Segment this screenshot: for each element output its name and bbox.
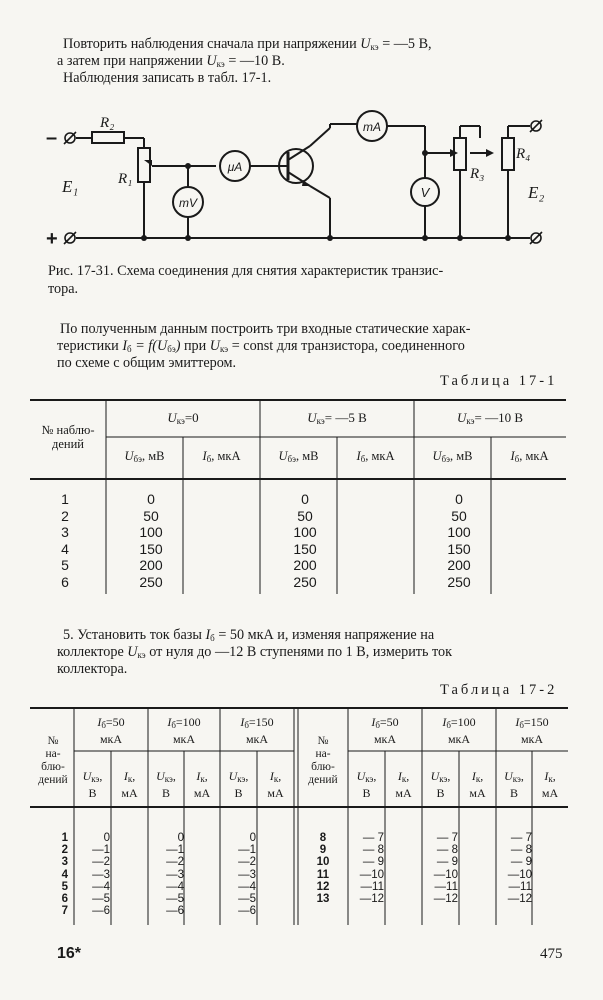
t2-si-unit: мА: [193, 786, 211, 800]
table2-col-no-right: [300, 735, 346, 787]
t2-sik: к: [127, 774, 133, 784]
label-e1: E₁: [62, 177, 79, 196]
table1-sub-u-2: [414, 449, 491, 464]
table2-sub-i: [111, 769, 148, 800]
table2-sub-u: [220, 769, 257, 800]
para2-line-1: По полученным данным построить три входные статические харак-: [60, 321, 471, 337]
resistor-r2: [92, 132, 124, 143]
table2-cell-u: —1: [92, 844, 110, 857]
t2-gi: I: [240, 715, 245, 729]
figure-caption: [48, 262, 568, 298]
t1-su-unit: , мВ: [295, 449, 319, 463]
label-r3: R₃: [470, 166, 485, 182]
t2-sk: кэ: [365, 774, 374, 784]
table2-row-number: 9: [319, 844, 327, 857]
polarity-minus: –: [46, 127, 58, 149]
table1-group-1-u: U: [307, 410, 317, 425]
t2-su-unit: В: [509, 786, 518, 800]
table2-col-no-line: №: [317, 735, 329, 747]
table1-cell-u: 50: [451, 507, 467, 524]
table2-row-number: 7: [61, 905, 68, 918]
table1-group-1-val: = —5 В: [324, 410, 367, 425]
para2-ke-sub: кэ: [220, 344, 229, 354]
table2-cell-u: —2: [92, 856, 110, 869]
table2-cell-u: — 7: [362, 832, 384, 844]
table2-group-left-2: [220, 715, 294, 746]
circuit-diagram: [40, 108, 560, 258]
table2-group-right-2: [496, 715, 568, 746]
t2-su-top: $U_{кэ}$,: [430, 769, 451, 784]
para2: [60, 321, 570, 338]
table2-cell-u: —2: [238, 856, 256, 869]
wire-collector-up: [310, 128, 330, 146]
r4-wiper-arrow: [486, 149, 494, 157]
t2-si: I: [269, 769, 274, 783]
table2-cell-u: —3: [92, 868, 110, 881]
t1-si-i: I: [510, 449, 515, 463]
table2-row-number: 10: [316, 856, 330, 869]
t2-sk: кэ: [237, 774, 246, 784]
table1-cell-u: 200: [293, 557, 317, 573]
para3-line-1a: 5. Установить ток базы: [63, 627, 202, 643]
table1-row-number: 5: [61, 557, 69, 573]
table2-sub-i: [257, 769, 294, 800]
t2-group-top: [74, 715, 148, 732]
t2-sik: к: [548, 774, 553, 784]
table2-cell-u: —12: [507, 893, 532, 905]
table1-sub-i-0: [183, 449, 260, 464]
t2-gunit: мкА: [520, 732, 544, 746]
table2-cell-u: —10: [433, 868, 458, 881]
table2-cell-u: —2: [166, 856, 184, 869]
t2-su-top: $U_{кэ}$,: [356, 769, 377, 784]
t2-gunit: мкА: [172, 732, 196, 746]
table2: [30, 707, 568, 925]
label-r1: R₁: [118, 171, 133, 187]
t2-su: U: [504, 769, 513, 783]
intro-u-symbol-2: U: [206, 53, 217, 69]
intro-ke-sub: кэ: [370, 42, 379, 52]
table2-group-right-1: [422, 715, 496, 746]
table1-group-1-sub: кэ: [316, 416, 325, 426]
table2-sub-i: [532, 769, 568, 800]
para2-line-3: по схеме с общим эмиттером.: [57, 355, 237, 371]
table2-sub-u: [496, 769, 532, 800]
t2-gunit: мкА: [373, 732, 397, 746]
intro-line-1-text: Повторить наблюдения сначала при напряжении: [63, 36, 357, 52]
t2-si-unit: мА: [121, 786, 138, 800]
wire-emitter-down: [310, 186, 330, 198]
t2-gi: I: [167, 715, 172, 729]
t1-si-unit: , мкА: [519, 449, 549, 463]
t2-gunit: мкА: [99, 732, 123, 746]
t2-sk: кэ: [512, 774, 521, 784]
t2-si-top: $I_к$,: [471, 769, 484, 784]
table1-cell-u: 250: [293, 573, 317, 590]
t2-group-top: [348, 715, 422, 732]
t2-su-unit: В: [234, 786, 243, 800]
t1-si-sub: б: [514, 454, 520, 464]
table2-sub-u: [74, 769, 111, 800]
table2-sub-u: [422, 769, 459, 800]
t2-gb: б: [519, 720, 524, 730]
table1-cell-u: 0: [147, 491, 155, 507]
table1-cell-u: 200: [139, 557, 163, 573]
t2-gunit: мкА: [447, 732, 471, 746]
table2-row-number: 5: [61, 880, 68, 893]
table1-sub-i-2: [491, 449, 568, 464]
t1-su-u: U: [278, 449, 288, 463]
table1-cell-u: 100: [139, 524, 163, 540]
t2-si: I: [196, 769, 201, 783]
t2-group-top: [220, 715, 294, 732]
t2-si-top: $I_к$,: [123, 769, 136, 784]
para3-line-2a: коллекторе: [57, 644, 124, 660]
table2-group-left-1: [148, 715, 220, 746]
meter-ma-label: mA: [363, 120, 381, 134]
t2-gtop: =100: [175, 715, 201, 729]
t2-su-top: $U_{кэ}$,: [228, 769, 249, 784]
table2-cell-u: —3: [238, 868, 256, 881]
table2-cell-u: —6: [92, 905, 110, 918]
t1-su-u: U: [124, 449, 134, 463]
table2-row-number: 13: [316, 893, 330, 905]
table2-row-number: 6: [61, 893, 68, 905]
t2-gi: I: [515, 715, 520, 729]
resistor-r4: [502, 138, 514, 170]
table1-cell-u: 150: [139, 540, 163, 557]
t1-su-sub: бэ: [287, 454, 296, 464]
t2-su-unit: В: [362, 786, 371, 800]
table1-cell-u: 0: [455, 491, 463, 507]
t2-sk: кэ: [164, 774, 173, 784]
table1-row-number: 6: [61, 573, 69, 590]
t2-si-unit: мА: [541, 786, 559, 800]
table2-cell-u: — 7: [510, 832, 532, 844]
table1-group-0: [106, 410, 260, 426]
table2-cell-u: — 9: [436, 856, 458, 869]
t2-si-unit: мА: [267, 786, 284, 800]
table1-col-no-text: № наблю-дений: [41, 423, 95, 451]
t2-su: U: [228, 769, 238, 783]
t2-si: I: [544, 769, 549, 783]
t2-si-top: $I_к$,: [196, 769, 208, 784]
t2-si-top: $I_к$,: [269, 769, 282, 784]
table2-cell-u: — 9: [362, 856, 384, 869]
table2-row-number: 11: [316, 868, 330, 881]
table1-cell-u: 100: [293, 524, 317, 540]
t2-gb: б: [171, 720, 176, 730]
table2-cell-u: —3: [166, 868, 184, 881]
para2-i-symbol: I: [122, 338, 128, 354]
t2-su-top: $U_{кэ}$,: [504, 769, 524, 784]
table1-row-number: 1: [61, 491, 69, 507]
table2-cell-u: 0: [249, 832, 256, 844]
table1-sub-u-1: [260, 449, 337, 464]
figure-caption-line-2: тора.: [48, 281, 79, 297]
t1-si-sub: б: [206, 454, 212, 464]
table2-cell-u: —4: [166, 880, 184, 893]
t1-su-unit: , мВ: [449, 449, 473, 463]
label-r2: R₂: [100, 115, 115, 131]
table2-row-number: 1: [61, 832, 68, 844]
para3-ke-sub: кэ: [137, 650, 146, 660]
table2-cell-u: —4: [238, 880, 256, 893]
intro-line-2-tail: = —10 В.: [228, 53, 285, 69]
t2-group-top: [422, 715, 496, 732]
meter-ua-label: μA: [227, 160, 243, 174]
table2-cell-u: —12: [359, 893, 384, 905]
table1-group-0-u: U: [167, 410, 177, 425]
table2-col-no-line: дений: [38, 774, 68, 786]
t2-su: U: [82, 769, 92, 783]
intro-u-symbol: U: [360, 36, 371, 52]
para2-line-2a: теристики: [57, 338, 119, 354]
table1-row-number: 2: [61, 507, 69, 524]
table2-cell-u: —6: [238, 905, 256, 918]
t2-gtop: =50: [379, 715, 399, 729]
table1-cell-u: 150: [447, 540, 471, 557]
intro-line-3: Наблюдения записать в табл. 17-1.: [63, 70, 272, 86]
table1-cell-u: 200: [447, 557, 471, 573]
t1-si-sub: б: [360, 454, 366, 464]
t2-si: I: [471, 769, 476, 783]
table2-group-left-0: [74, 715, 148, 746]
table2-cell-u: —1: [166, 844, 184, 857]
table2-title: Таблица 17-2: [440, 682, 558, 698]
table2-row-number: 2: [61, 844, 68, 857]
page-number: 475: [540, 946, 563, 962]
table2-sub-i: [184, 769, 220, 800]
t2-su: U: [156, 769, 165, 783]
t1-si-i: I: [202, 449, 207, 463]
table2-col-no-line: №: [47, 735, 59, 747]
t2-si-unit: мА: [469, 786, 486, 800]
table2-row-number: 3: [61, 856, 68, 869]
intro-line-2-text: а затем при напряжении: [57, 53, 203, 69]
t2-gtop: =100: [450, 715, 476, 729]
table1-group-2: [414, 410, 566, 426]
table1-group-0-sub: кэ: [176, 416, 185, 426]
label-e2: E₂: [528, 183, 545, 202]
table1-sub-u-0: [106, 449, 183, 464]
table1-row-number: 3: [61, 524, 69, 540]
t2-su: U: [430, 769, 440, 783]
t1-su-sub: бэ: [133, 454, 142, 464]
footer-signature: 16*: [57, 945, 82, 962]
t1-si-i: I: [356, 449, 361, 463]
t2-sik: к: [273, 774, 279, 784]
table2-cell-u: 0: [177, 832, 184, 844]
t2-gb: б: [446, 720, 451, 730]
table2-cell-u: —11: [508, 880, 532, 893]
table2-row-number: 8: [319, 832, 327, 844]
para2-f-func: = f(U: [135, 338, 168, 354]
t2-gi: I: [371, 715, 376, 729]
table2-group-right-0: [348, 715, 422, 746]
table2-col-no-left: [30, 735, 76, 787]
table2-sub-i: [385, 769, 422, 800]
para3-u-symbol: U: [127, 644, 138, 660]
table2-cell-u: — 7: [436, 832, 458, 844]
t2-sk: кэ: [439, 774, 448, 784]
t1-su-unit: , мВ: [141, 449, 165, 463]
table2-sub-u: [348, 769, 385, 800]
table2-col-no-line: на-: [315, 748, 331, 760]
table2-row-number: 4: [61, 868, 68, 881]
resistor-r1: [138, 148, 150, 182]
t2-gb: б: [244, 720, 249, 730]
intro-ke-sub-2: кэ: [216, 59, 225, 69]
table2-cell-u: — 9: [510, 856, 532, 869]
t2-sk: кэ: [91, 774, 100, 784]
t2-si-unit: мА: [395, 786, 412, 800]
para3-line-2b: от нуля до —12 В ступенями по 1 В, измерить ток: [149, 644, 453, 660]
t1-su-sub: бэ: [441, 454, 450, 464]
t1-su-u: U: [432, 449, 442, 463]
table2-col-no-line: блю-: [41, 761, 65, 773]
table2-cell-u: —4: [92, 880, 110, 893]
t2-su: U: [356, 769, 366, 783]
meter-v-label: V: [420, 185, 430, 200]
t2-si: I: [397, 769, 402, 783]
table2-cell-u: —10: [507, 868, 532, 881]
t2-su-unit: В: [88, 786, 97, 800]
t2-group-top: [496, 715, 568, 732]
table1-cell-u: 150: [293, 540, 317, 557]
para2-line-2c: = const для транзистора, соединенного: [231, 338, 465, 354]
table2-cell-u: — 8: [362, 844, 384, 857]
table1-cell-u: 250: [139, 573, 163, 590]
para2-b-sub: б: [127, 344, 132, 354]
table2-col-no-line: дений: [308, 774, 338, 786]
para2-close: ): [175, 338, 181, 354]
table1-group-2-val: = —10 В: [474, 410, 524, 425]
table2-cell-u: —1: [238, 844, 256, 857]
t2-sik: к: [200, 774, 205, 784]
table1-cell-u: 0: [301, 491, 309, 507]
table1-col-no: [30, 423, 106, 451]
para2-line-2b: при: [183, 338, 207, 354]
para2-be-sub: бэ: [167, 344, 176, 354]
table2-cell-u: 0: [103, 832, 110, 844]
table2-cell-u: — 8: [510, 844, 532, 857]
para3-line-3: коллектора.: [57, 661, 128, 677]
table2-col-no-line: на-: [45, 748, 61, 760]
t2-sik: к: [475, 774, 481, 784]
t2-gtop: =150: [523, 715, 549, 729]
polarity-plus: +: [46, 228, 58, 250]
t2-si-top: $I_к$,: [397, 769, 410, 784]
t2-gtop: =150: [248, 715, 274, 729]
t2-su-unit: В: [436, 786, 445, 800]
table2-cell-u: —6: [166, 905, 184, 918]
t2-su-top: $U_{кэ}$,: [156, 769, 176, 784]
table1-cell-u: 50: [297, 507, 313, 524]
table1-sub-i-1: [337, 449, 414, 464]
table2-cell-u: —5: [92, 893, 110, 905]
table2-cell-u: —11: [434, 880, 458, 893]
table2-sub-u: [148, 769, 184, 800]
figure-caption-line-1: Рис. 17-31. Схема соединения для снятия характеристик транзис-: [48, 263, 444, 279]
para3-i-symbol: I: [205, 627, 211, 643]
label-r4: R₄: [516, 146, 531, 162]
table2-row-number: 12: [316, 880, 330, 893]
table2-cell-u: —10: [359, 868, 384, 881]
para2-u-symbol: U: [209, 338, 221, 354]
table2-sub-i: [459, 769, 496, 800]
para3-line-2: [57, 644, 572, 664]
t1-si-unit: , мкА: [211, 449, 241, 463]
table1-row-number: 4: [61, 540, 69, 557]
table2-cell-u: —5: [238, 893, 256, 905]
table2-cell-u: —5: [166, 893, 184, 905]
t2-si-top: $I_к$,: [544, 769, 556, 784]
t2-si: I: [123, 769, 128, 783]
table1-group-0-val: =0: [184, 410, 199, 425]
table1-group-1: [260, 410, 414, 426]
t2-sik: к: [401, 774, 407, 784]
table1-cell-u: 100: [447, 524, 471, 540]
table2-col-no-line: блю-: [311, 761, 335, 773]
meter-mv-label: mV: [179, 196, 197, 210]
t2-gb: б: [101, 720, 106, 730]
table1-group-2-sub: кэ: [466, 416, 475, 426]
para3-line-1b: = 50 мкА и, изменяя напряжение на: [218, 627, 435, 643]
table2-cell-u: —11: [360, 880, 384, 893]
t2-group-top: [148, 715, 220, 732]
intro-line-1-tail: = —5 В,: [382, 36, 432, 52]
t2-su-unit: В: [161, 786, 170, 800]
t2-su-top: $U_{кэ}$,: [82, 769, 103, 784]
t2-gb: б: [375, 720, 380, 730]
table2-cell-u: —12: [433, 893, 458, 905]
t2-gi: I: [97, 715, 102, 729]
t2-gunit: мкА: [245, 732, 269, 746]
t2-gtop: =50: [105, 715, 125, 729]
t1-si-unit: , мкА: [365, 449, 395, 463]
table1-group-2-u: U: [456, 410, 467, 425]
table1-title: Таблица 17-1: [440, 373, 558, 389]
table2-cell-u: — 8: [436, 844, 458, 857]
t2-gi: I: [442, 715, 447, 729]
para3-b-sub: б: [210, 633, 215, 643]
table1-cell-u: 50: [143, 507, 159, 524]
table1-cell-u: 250: [447, 573, 471, 590]
